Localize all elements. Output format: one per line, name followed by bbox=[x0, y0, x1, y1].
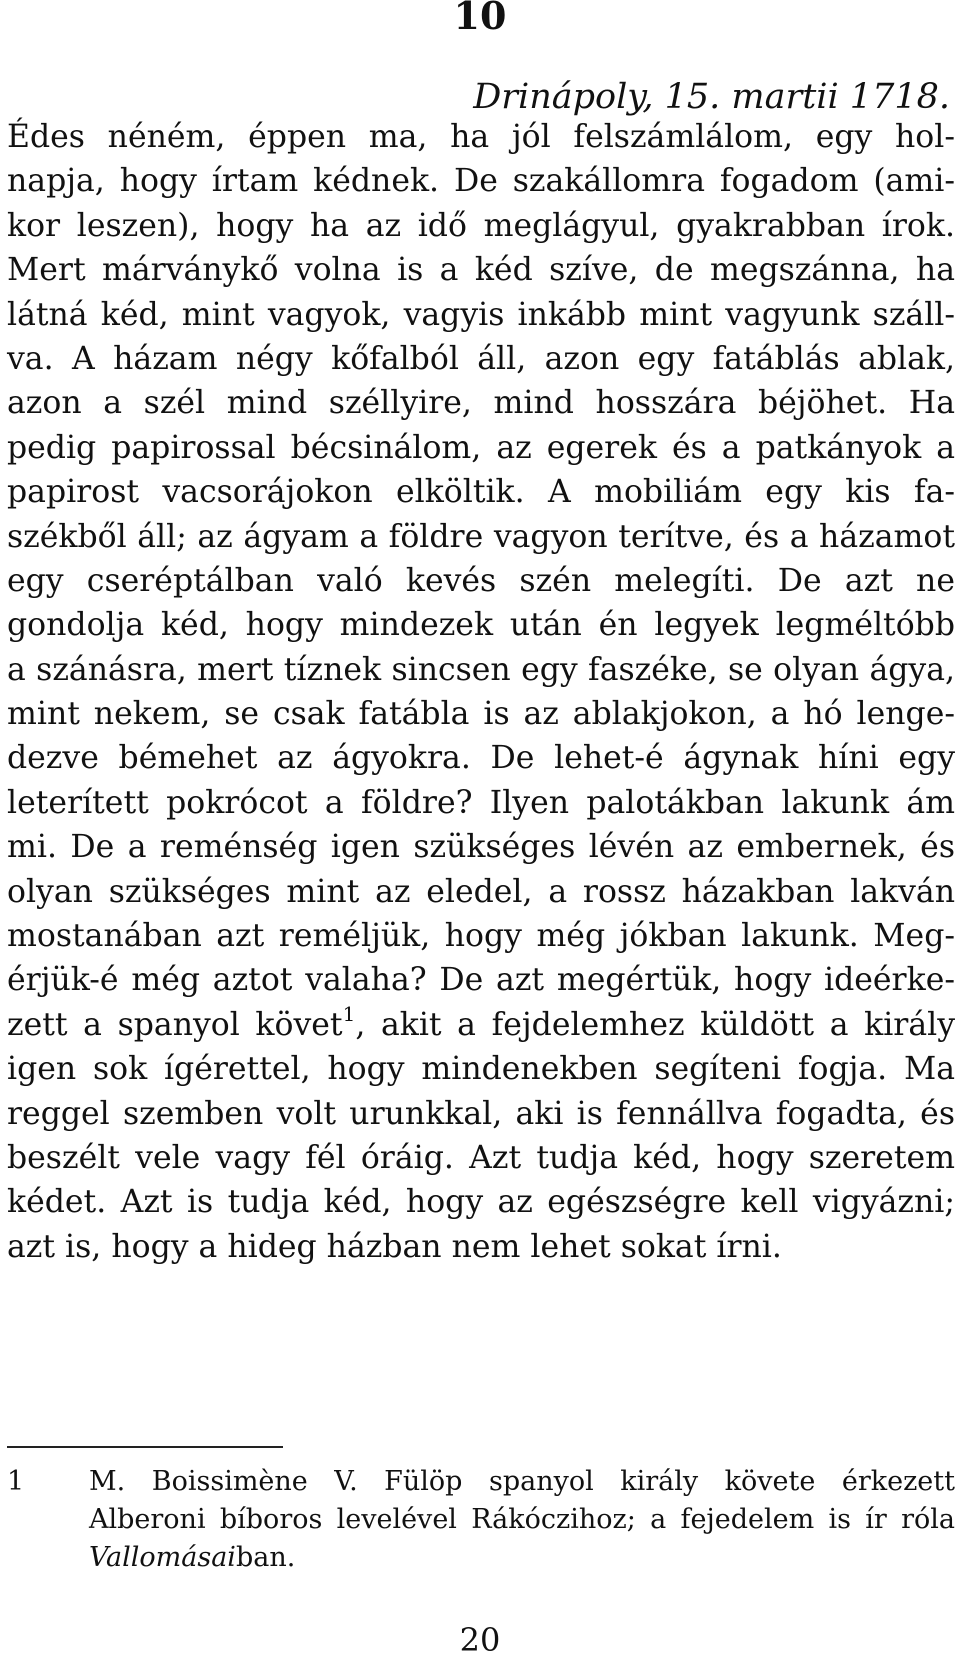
body-line: dezve bémehet az ágyokra. De lehet-é ágynak híni egy bbox=[7, 740, 955, 777]
dateline: Drinápoly, 15. martii 1718. bbox=[473, 77, 950, 117]
body-line: reggel szemben volt urunkkal, aki is fennállva fogadta, és bbox=[7, 1095, 955, 1132]
body-line: beszélt vele vagy fél óráig. Azt tudja kéd, hogy szeretem bbox=[7, 1139, 955, 1176]
body-line: pedig papirossal bécsinálom, az egerek és a patkányok a bbox=[7, 429, 955, 466]
book-title: Vallomásai bbox=[89, 1542, 236, 1573]
footnote-line: M. Boissimène V. Fülöp spanyol király követe érkezett bbox=[89, 1466, 955, 1497]
letter-number: 10 bbox=[453, 0, 507, 38]
body-line: Mert márványkő volna is a kéd szíve, de megszánna, ha bbox=[7, 252, 955, 289]
body-line: egy cseréptálban való kevés szén melegíti. De azt ne bbox=[7, 562, 955, 599]
footnote-line: Alberoni bíboros levelével Rákóczihoz; a fejedelem is ír róla bbox=[89, 1504, 955, 1535]
body-line: gondolja kéd, hogy mindezek után én legyek legméltóbb bbox=[7, 607, 955, 644]
body-line: azt is, hogy a hideg házban nem lehet sokat írni. bbox=[7, 1228, 782, 1265]
body-line: érjük-é még aztot valaha? De azt megértük, hogy ideérke- bbox=[7, 962, 955, 999]
footnote-line-end: ban. bbox=[235, 1542, 296, 1573]
footnote bbox=[7, 1463, 955, 1577]
footnote-text bbox=[89, 1463, 955, 1577]
line-text-before-note: zett a spanyol követ bbox=[7, 1006, 343, 1043]
body-line: kor leszen), hogy ha az idő meglágyul, gyakrabban írok. bbox=[7, 207, 955, 244]
body-line: va. A házam négy kőfalból áll, azon egy fatáblás ablak, bbox=[7, 340, 955, 377]
body-line: mint nekem, se csak fatábla is az ablakjokon, a hó lenge- bbox=[7, 696, 955, 733]
footnote-number: 1 bbox=[7, 1466, 25, 1497]
body-line: székből áll; az ágyam a földre vagyon terítve, és a házamot bbox=[7, 518, 955, 555]
body-line: a szánásra, mert tíznek sincsen egy faszéke, se olyan ágya, bbox=[7, 651, 955, 688]
body-line: látná kéd, mint vagyok, vagyis inkább mint vagyunk száll- bbox=[7, 296, 955, 333]
body-line: mi. De a reménség igen szükséges lévén az embernek, és bbox=[7, 829, 955, 866]
page-number: 20 bbox=[459, 1621, 501, 1659]
body-line: mostanában azt reméljük, hogy még jókban lakunk. Meg- bbox=[7, 918, 955, 955]
line-text-after-note: , akit a fejdelemhez küldött a király bbox=[355, 1006, 955, 1043]
body-line: igen sok ígérettel, hogy mindenekben segíteni fogja. Ma bbox=[7, 1051, 955, 1088]
letter-body bbox=[7, 115, 955, 1269]
body-line: papirost vacsorájokon elköltik. A mobiliám egy kis fa- bbox=[7, 474, 955, 511]
body-line: kédet. Azt is tudja kéd, hogy az egészségre kell vigyázni; bbox=[7, 1184, 955, 1221]
body-line: olyan szükséges mint az eledel, a rossz házakban lakván bbox=[7, 873, 955, 910]
body-line: napja, hogy írtam kédnek. De szakállomra fogadom (ami- bbox=[7, 163, 955, 200]
footnote-reference: 1 bbox=[342, 1001, 356, 1026]
body-line: azon a szél mind széllyire, mind hosszára béjöhet. Ha bbox=[7, 385, 955, 422]
body-line: Édes néném, éppen ma, ha jól felszámlálom, egy hol- bbox=[7, 119, 955, 155]
body-line: leterített pokrócot a földre? Ilyen palotákban lakunk ám bbox=[7, 784, 955, 821]
body-line-with-footnote bbox=[7, 1003, 955, 1047]
footnote-line bbox=[89, 1539, 955, 1577]
footnote-divider bbox=[7, 1446, 283, 1448]
